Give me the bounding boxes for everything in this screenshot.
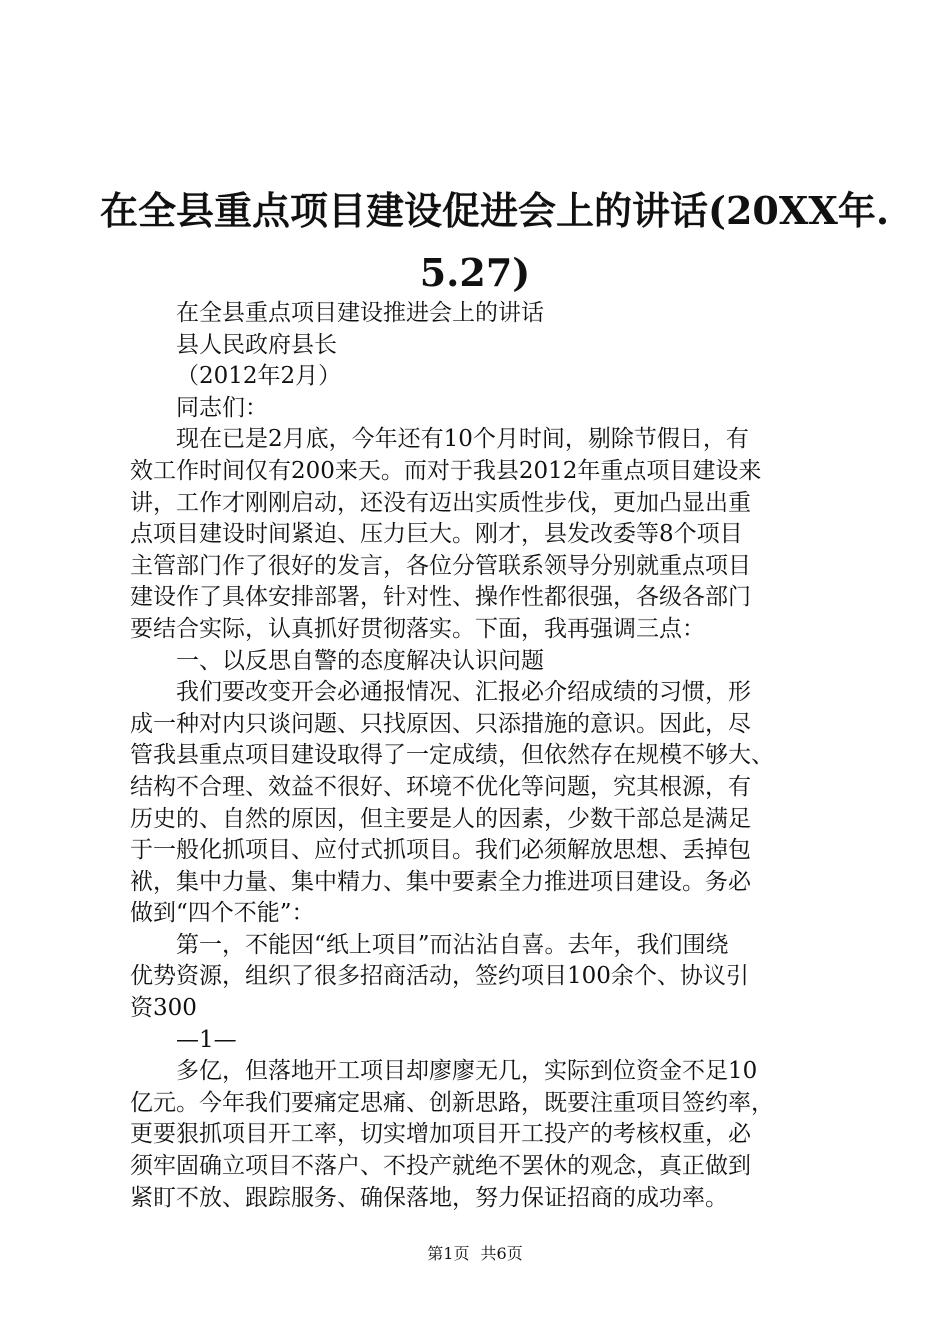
page-number-total: 共6页: [480, 1244, 523, 1263]
document-text-line: 一、以反思自警的态度解决认识问题: [176, 647, 544, 674]
document-text-line: 结构不合理、效益不很好、环境不优化等问题，究其根源，有: [130, 773, 751, 800]
document-text-line: 做到“四个不能”：: [130, 900, 315, 927]
page-number-current: 第1页: [427, 1244, 470, 1263]
document-text-line: 建设作了具体安排部署，针对性、操作性都很强，各级各部门: [130, 584, 751, 611]
document-text-line: 点项目建设时间紧迫、压力巨大。刚才，县发改委等8个项目: [130, 521, 743, 548]
document-text-line: 讲，工作才刚刚启动，还没有迈出实质性步伐，更加凸显出重: [130, 489, 751, 516]
page-footer: [0, 1244, 950, 1264]
document-text-line: 历史的、自然的原因，但主要是人的因素，少数干部总是满足: [130, 805, 751, 832]
document-text-line: 优势资源，组织了很多招商活动，签约项目100余个、协议引: [130, 963, 749, 990]
document-text-line: 第一，不能因“纸上项目”而沾沾自喜。去年，我们围绕: [176, 931, 729, 958]
document-text-line: —1—: [176, 1026, 237, 1053]
document-title-line-1: 在全县重点项目建设促进会上的讲话(20XX年.: [100, 188, 890, 233]
document-body: [130, 298, 830, 1214]
document-text-line: 管我县重点项目建设取得了一定成绩，但依然存在规模不够大、: [130, 742, 774, 769]
document-text-line: 现在已是2月底，今年还有10个月时间，剔除节假日，有: [176, 426, 749, 453]
document-text-line: 成一种对内只谈问题、只找原因、只添措施的意识。因此，尽: [130, 710, 751, 737]
document-text-line: 袱，集中力量、集中精力、集中要素全力推进项目建设。务必: [130, 868, 751, 895]
document-text-line: 县人民政府县长: [176, 331, 337, 358]
document-text-line: 亿元。今年我们要痛定思痛、创新思路，既要注重项目签约率，: [130, 1089, 774, 1116]
document-text-line: 紧盯不放、跟踪服务、确保落地，努力保证招商的成功率。: [130, 1184, 728, 1211]
document-text-line: （2012年2月）: [176, 363, 342, 390]
document-text-line: 资300: [130, 995, 197, 1022]
document-text-line: 更要狠抓项目开工率，切实增加项目开工投产的考核权重，必: [130, 1121, 751, 1148]
document-title-line-2: 5.27): [419, 250, 531, 295]
document-text-line: 在全县重点项目建设推进会上的讲话: [176, 300, 544, 326]
document-text-line: 我们要改变开会必通报情况、汇报必介绍成绩的习惯，形: [176, 679, 751, 706]
document-text-line: 同志们：: [176, 394, 268, 421]
document-text-line: 须牢固确立项目不落户、不投产就绝不罢休的观念，真正做到: [130, 1153, 751, 1180]
document-text-line: 多亿，但落地开工项目却廖廖无几，实际到位资金不足10: [176, 1058, 758, 1085]
document-text-line: 主管部门作了很好的发言，各位分管联系领导分别就重点项目: [130, 552, 751, 579]
document-text-line: 效工作时间仅有200来天。而对于我县2012年重点项目建设来: [130, 457, 762, 484]
document-text-line: 要结合实际，认真抓好贯彻落实。下面，我再强调三点：: [130, 615, 705, 642]
document-text-line: 于一般化抓项目、应付式抓项目。我们必须解放思想、丢掉包: [130, 837, 751, 864]
